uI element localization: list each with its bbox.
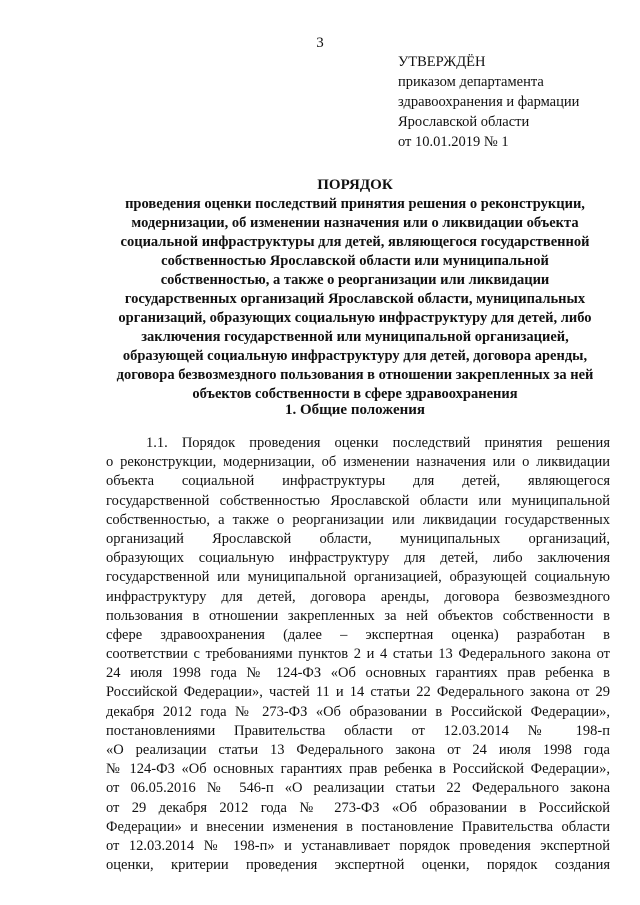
paragraph-line: о реконструкции, модернизации, об изменении назначения или о ликвидации [106,454,610,471]
paragraph-line: государственной или муниципальной организацией, образующей социальную [106,569,610,586]
approval-line: здравоохранения и фармации [398,94,580,110]
paragraph-line: декабря 2012 года № 273-ФЗ «Об образовании в Российской Федерации», [106,703,610,720]
approval-line: Ярославской области [398,114,530,130]
title-line: собственностью Ярославской области или муниципальной [161,253,549,269]
title-line: заключения государственной или муниципальной организацией, [141,329,569,345]
paragraph-line: постановлениями Правительства области от 12.03.2014 № 198-п [106,722,610,739]
title-line: договора безвозмездного пользования в отношении закрепленных за ней [116,367,594,383]
paragraph-line: собственностью, а также о реорганизации или ликвидации государственных [106,511,610,528]
paragraph-line: оценки, критерии проведения экспертной оценки, порядок создания [106,857,610,874]
approval-line: УТВЕРЖДЁН [398,54,486,70]
title-line: проведения оценки последствий принятия решения о реконструкции, [125,196,585,212]
paragraph-line: Российской Федерации», частей 11 и 14 статьи 22 Федерального закона от 29 [106,684,610,701]
approval-line: от 10.01.2019 № 1 [398,134,509,150]
paragraph-line: соответствии с требованиями пунктов 2 и 4 статьи 13 Федерального закона от [106,646,610,663]
paragraph-line: образующих социальную инфраструктуру для детей, либо заключения [106,550,610,567]
paragraph-line: 24 июля 1998 года № 124-ФЗ «Об основных гарантиях прав ребенка в [106,665,610,682]
paragraph-line: государственной собственностью Ярославской области или муниципальной [106,492,610,509]
paragraph-line: № 124-ФЗ «Об основных гарантиях прав ребенка в Российской Федерации», [106,761,610,778]
title-line: модернизации, об изменении назначения или о ликвидации объекта [131,215,579,231]
paragraph-line: организаций Ярославской области, муниципальных организаций, [106,530,610,547]
title-heading: ПОРЯДОК [317,177,393,193]
page-number: 3 [316,35,324,51]
paragraph-line: от 29 декабря 2012 года № 273-ФЗ «Об образовании в Российской [106,799,610,816]
paragraph-line: Федерации» и внесении изменения в постановление Правительства области [106,818,610,835]
title-line: организаций, образующих социальную инфраструктуру для детей, либо [118,310,592,326]
paragraph-line: пользования в отношении закрепленных за ней объектов собственности в [106,607,610,624]
section-heading: 1. Общие положения [284,402,426,418]
paragraph-line: от 12.03.2014 № 198-п» и устанавливает порядок проведения экспертной [106,837,610,854]
title-line: собственностью, а также о реорганизации или ликвидации [160,272,550,288]
title-line: социальной инфраструктуры для детей, являющегося государственной [120,234,590,250]
paragraph-line: инфраструктуру для детей, договора аренды, договора безвозмездного [106,588,610,605]
approval-line: приказом департамента [398,74,544,90]
paragraph-line: 1.1. Порядок проведения оценки последствий принятия решения [146,435,610,451]
title-line: образующей социальную инфраструктуру для детей, договора аренды, [122,348,588,364]
paragraph-line: сфере здравоохранения (далее – экспертная оценка) разработан в [106,626,610,643]
approval-stamp [398,52,618,152]
title-line: объектов собственности в сфере здравоохранения [192,386,518,402]
body-paragraph [106,434,610,875]
paragraph-line: от 06.05.2016 № 546-п «О реализации статьи 22 Федерального закона [106,780,610,797]
title-line: государственных организаций Ярославской области, муниципальных [124,291,586,307]
paragraph-line: «О реализации статьи 13 Федерального закона от 24 июля 1998 года [106,742,610,758]
document-title [100,176,610,404]
paragraph-line: объекта социальной инфраструктуры для детей, являющегося [106,473,610,490]
